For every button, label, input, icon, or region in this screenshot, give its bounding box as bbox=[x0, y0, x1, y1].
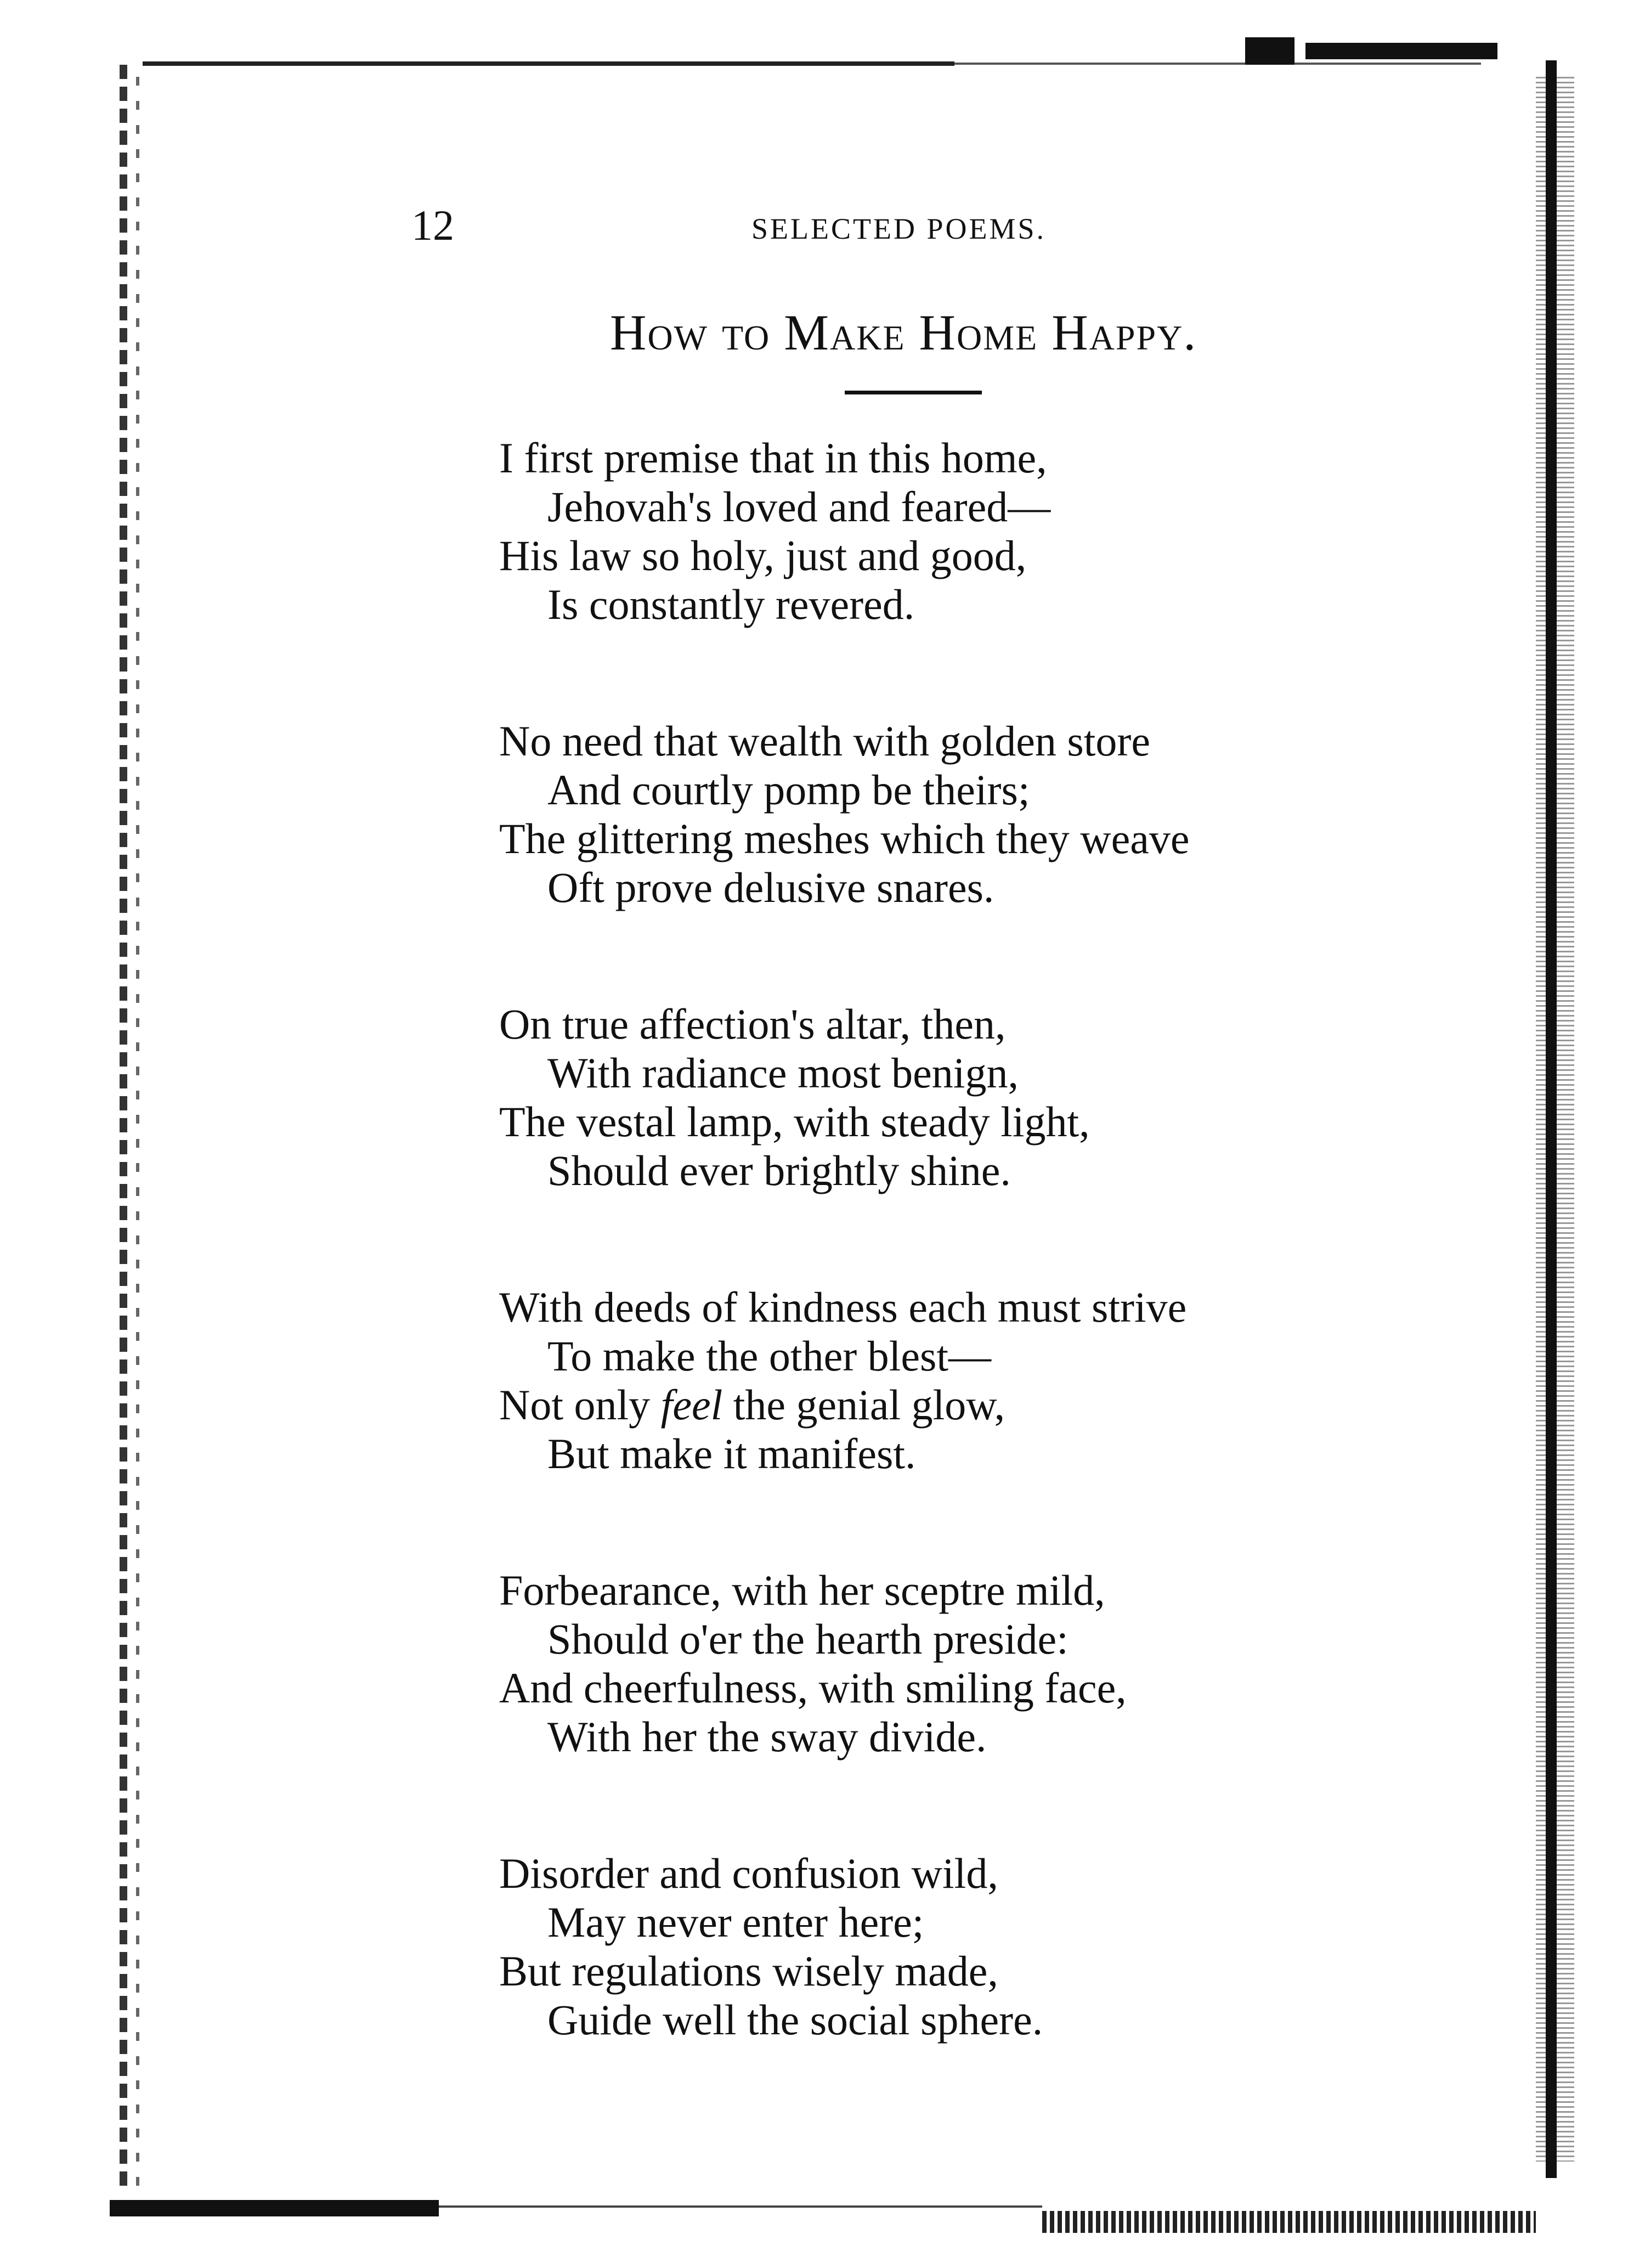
poem-line: With radiance most benign, bbox=[547, 1049, 1019, 1097]
stanza-2 bbox=[499, 716, 1355, 912]
title-underline-rule bbox=[845, 391, 982, 394]
stanza-6 bbox=[499, 1849, 1355, 2044]
bottom-border-texture bbox=[1042, 2211, 1536, 2233]
poem-line: But make it manifest. bbox=[547, 1430, 916, 1477]
poem-title: How to Make Home Happy. bbox=[610, 304, 1197, 360]
stanza-3 bbox=[499, 1000, 1355, 1195]
poem-line: Disorder and confusion wild, bbox=[499, 1849, 998, 1897]
poem-line: Should o'er the hearth preside: bbox=[547, 1615, 1069, 1663]
poem-line: Is constantly revered. bbox=[547, 580, 915, 628]
running-head: SELECTED POEMS. bbox=[751, 212, 1047, 245]
poem-line: To make the other blest— bbox=[547, 1332, 991, 1380]
poem-line: With deeds of kindness each must strive bbox=[499, 1283, 1187, 1331]
poem-line: But regulations wisely made, bbox=[499, 1947, 998, 1995]
poem-line: With her the sway divide. bbox=[547, 1713, 987, 1761]
poem-line: Guide well the social sphere. bbox=[547, 1996, 1043, 2044]
bottom-border-rule bbox=[439, 2205, 1042, 2208]
stanza-5 bbox=[499, 1566, 1355, 1761]
stanza-4 bbox=[499, 1283, 1355, 1478]
stanza-1 bbox=[499, 433, 1355, 629]
poem-line-with-italic: Not only feel the genial glow, bbox=[499, 1381, 1005, 1429]
top-border-rule bbox=[143, 61, 954, 66]
scan-artifact-block bbox=[1245, 37, 1295, 65]
poem-line: And cheerfulness, with smiling face, bbox=[499, 1664, 1127, 1712]
poem-line: Oft prove delusive snares. bbox=[547, 864, 994, 911]
poem-body bbox=[499, 433, 1355, 2132]
poem-line: On true affection's altar, then, bbox=[499, 1000, 1006, 1048]
poem-line: Forbearance, with her sceptre mild, bbox=[499, 1566, 1105, 1614]
poem-line: And courtly pomp be theirs; bbox=[547, 766, 1030, 814]
poem-line: The vestal lamp, with steady light, bbox=[499, 1098, 1090, 1146]
left-page-edge bbox=[120, 65, 127, 2193]
poem-line: The glittering meshes which they weave bbox=[499, 815, 1190, 862]
poem-line: His law so holy, just and good, bbox=[499, 532, 1027, 579]
poem-line: May never enter here; bbox=[547, 1898, 924, 1946]
scan-artifact-bar bbox=[1305, 43, 1497, 59]
top-border-rule-thin bbox=[954, 63, 1481, 65]
page-number: 12 bbox=[411, 201, 454, 249]
poem-line: Jehovah's loved and feared— bbox=[547, 483, 1051, 531]
left-page-edge-inner bbox=[136, 77, 139, 2189]
bottom-border-block bbox=[110, 2200, 439, 2216]
right-page-edge bbox=[1546, 60, 1557, 2178]
poem-line: Should ever brightly shine. bbox=[547, 1147, 1011, 1194]
poem-line: No need that wealth with golden store bbox=[499, 717, 1151, 765]
italic-emphasis: feel bbox=[660, 1381, 723, 1429]
poem-line: I first premise that in this home, bbox=[499, 434, 1047, 482]
